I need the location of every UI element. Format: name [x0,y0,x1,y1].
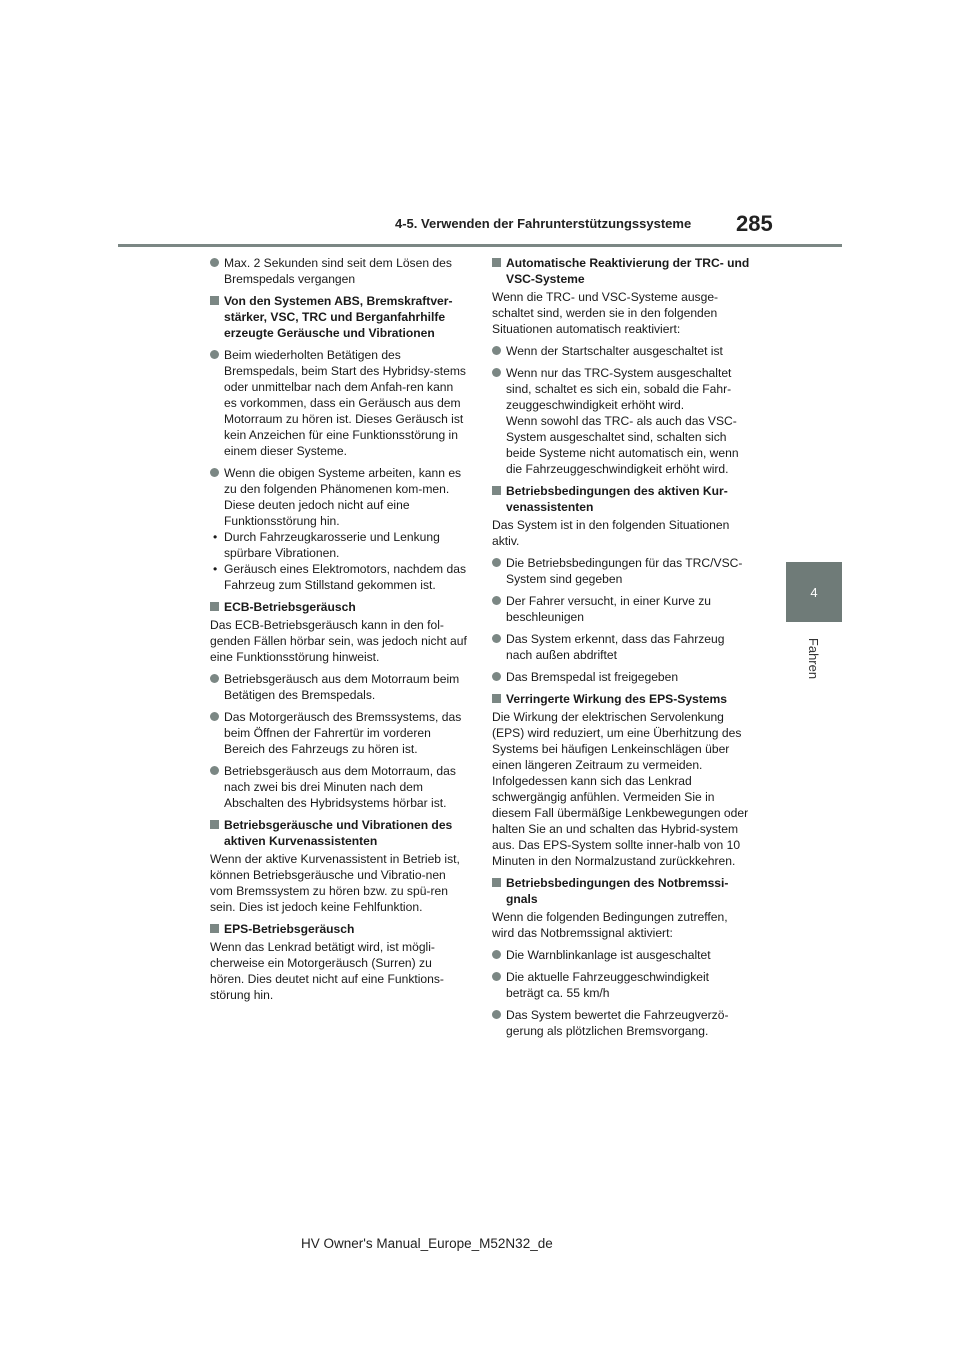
bullet-item: Wenn der Startschalter ausgeschaltet ist [492,343,750,359]
page-number: 285 [736,211,773,236]
section-heading: EPS-Betriebsgeräusch [210,921,468,937]
section-heading: Automatische Reaktivierung der TRC- und VSC-Systeme [492,255,750,287]
bullet-item: Der Fahrer versucht, in einer Kurve zu beschleunigen [492,593,750,625]
paragraph: Das ECB-Betriebsgeräusch kann in den fol-genden Fällen hörbar sein, was jedoch nicht auf eine Funktionsstörung hinweist. [210,618,467,664]
bullet-item: Wenn die obigen Systeme arbeiten, kann es zu den folgenden Phänomenen kom-men. Diese deuten jedoch nicht auf eine Funktionsstörung hin. [210,465,468,529]
dash-item: • Durch Fahrzeugkarosserie und Lenkung spürbare Vibrationen. [210,529,468,561]
bullet-item: Betriebsgeräusch aus dem Motorraum, das nach zwei bis drei Minuten nach dem Abschalten des Hybridsystems hörbar ist. [210,763,468,811]
bullet-item: Max. 2 Sekunden sind seit dem Lösen des Bremspedals vergangen [210,255,468,287]
dash-list [210,529,468,593]
paragraph: Wenn die TRC- und VSC-Systeme ausge-schaltet sind, werden sie in den folgenden Situationen automatisch reaktiviert: [492,290,719,336]
section-heading: Betriebsbedingungen des aktiven Kur-venassistenten [492,483,750,515]
bullet-continuation: Wenn sowohl das TRC- als auch das VSC-System ausgeschaltet sind, schalten sich beide Systeme nicht automatisch ein, wenn die Fahrzeuggeschwindigkeit erhöht wird. [506,414,739,476]
bullet-item: Die aktuelle Fahrzeuggeschwindigkeit beträgt ca. 55 km/h [492,969,750,1001]
section-heading: Betriebsgeräusche und Vibrationen des aktiven Kurvenassistenten [210,817,468,849]
bullet-item: Das System erkennt, dass das Fahrzeug nach außen abdriftet [492,631,750,663]
section-heading: Betriebsbedingungen des Notbremssi-gnals [492,875,750,907]
bullet-item: Das Bremspedal ist freigegeben [492,669,750,685]
bullet-item: Wenn nur das TRC-System ausgeschaltet sind, schaltet es sich ein, sobald die Fahr-zeuggeschwindigkeit erhöht wird. [492,365,750,413]
paragraph: Das System ist in den folgenden Situationen aktiv. [492,518,730,548]
footer-text: HV Owner's Manual_Europe_M52N32_de [301,1236,553,1251]
left-column [210,255,468,1009]
bullet-item: Das Motorgeräusch des Bremssystems, das beim Öffnen der Fahrertür im vorderen Bereich des Fahrzeugs zu hören ist. [210,709,468,757]
paragraph: Wenn das Lenkrad betätigt wird, ist mögli-cherweise ein Motorgeräusch (Surren) zu hören. Dies deutet nicht auf eine Funktions-störung hin. [210,940,444,1002]
bullet-item: Beim wiederholten Betätigen des Bremspedals, beim Start des Hybridsy-stems oder unmittelbar nach dem Anfah-ren kann es vorkommen, dass ein Geräusch aus dem Motorraum zu hören ist. Dieses Geräusch ist kein Anzeichen für eine Funktionsstörung in einem dieser Systeme. [210,347,468,459]
dash-item: • Geräusch eines Elektromotors, nachdem das Fahrzeug zum Stillstand gekommen ist. [210,561,468,593]
right-column [492,255,750,1045]
bullet-item: Das System bewertet die Fahrzeugverzö-gerung als plötzlichen Bremsvorgang. [492,1007,750,1039]
chapter-label [786,628,842,688]
paragraph: Wenn die folgenden Bedingungen zutreffen, wird das Notbremssignal aktiviert: [492,910,728,940]
section-heading: Von den Systemen ABS, Bremskraftver-stärker, VSC, TRC und Berganfahrhilfe erzeugte Geräusche und Vibrationen [210,293,468,341]
bullet-item: Die Betriebsbedingungen für das TRC/VSC-System sind gegeben [492,555,750,587]
paragraph: Wenn der aktive Kurvenassistent in Betrieb ist, können Betriebsgeräusche und Vibratio-nen vom Bremssystem zu hören bzw. zu spü-ren sein. Dies ist jedoch keine Fehlfunktion. [210,852,460,914]
chapter-label-text: Fahren [806,637,822,679]
section-heading: ECB-Betriebsgeräusch [210,599,468,615]
header-rule [118,244,842,247]
chapter-tab: 4 [786,562,842,622]
section-title: 4-5. Verwenden der Fahrunterstützungssysteme [395,216,692,231]
section-heading: Verringerte Wirkung des EPS-Systems [492,691,750,707]
bullet-item: Betriebsgeräusch aus dem Motorraum beim Betätigen des Bremspedals. [210,671,468,703]
bullet-item: Die Warnblinkanlage ist ausgeschaltet [492,947,750,963]
paragraph: Die Wirkung der elektrischen Servolenkung (EPS) wird reduziert, um eine Überhitzung des Systems bei häufigen Lenkeinschlägen über einen längeren Zeitraum zu vermeiden. Infolgedessen kann sich das Lenkrad schwergängig anfühlen. Vermeiden Sie in diesem Fall übermäßige Lenkbewegungen oder halten Sie an und schalten das Hybrid-system aus. Das EPS-System sollte inner-halb von 10 Minuten in den Normalzustand zurückkehren. [492,710,749,868]
